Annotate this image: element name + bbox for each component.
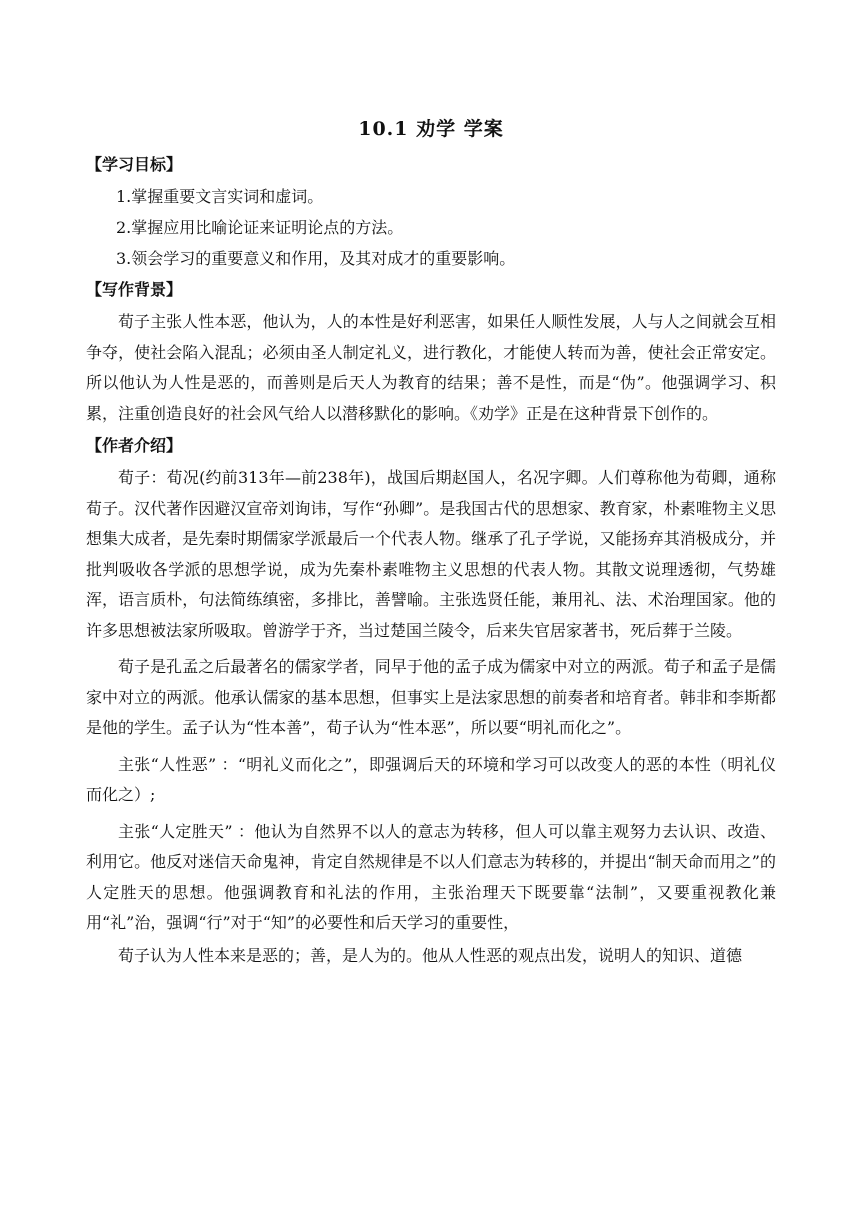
section-heading-author: 【作者介绍】 [86,436,183,455]
document-title: 10.1 劝学 学案 [358,118,504,140]
document-body [86,150,776,973]
goal-item: 3.领会学习的重要意义和作用，及其对成才的重要影响。 [116,249,516,268]
background-paragraph: 荀子主张人性本恶，他认为，人的本性是好利恶害，如果任人顺性发展，人与人之间就会互相争夺，使社会陷入混乱；必须由圣人制定礼义，进行教化，才能使人转而为善，使社会正常安定。所以他认为人性是恶的，而善则是后天人为教育的结果；善不是性，而是“伪”。他强调学习、积累，注重创造良好的社会风气给人以潜移默化的影响。《劝学》正是在这种背景下创作的。 [86,312,776,423]
author-paragraph: 主张“人性恶” ：“明礼义而化之”，即强调后天的环境和学习可以改变人的恶的本性（明礼仪而化之）; [86,754,776,804]
section-heading-background: 【写作背景】 [86,280,183,299]
author-paragraph: 荀子认为人性本来是恶的；善，是人为的。他从人性恶的观点出发，说明人的知识、道德 [118,945,743,965]
author-paragraph: 荀子是孔孟之后最著名的儒家学者，同早于他的孟子成为儒家中对立的两派。荀子和孟子是儒家中对立的两派。他承认儒家的基本思想，但事实上是法家思想的前奏者和培育者。韩非和李斯都是他的学生。孟子认为“性本善”，荀子认为“性本恶”，所以要“明礼而化之”。 [86,657,776,737]
goal-item: 2.掌握应用比喻论证来证明论点的方法。 [116,218,404,237]
document-page [86,0,776,1216]
author-paragraph: 荀子：荀况(约前313年—前238年)，战国后期赵国人，名况字卿。人们尊称他为荀卿，通称荀子。汉代著作因避汉宣帝刘询讳，写作“孙卿”。是我国古代的思想家、教育家，朴素唯物主义思想集大成者，是先秦时期儒家学派最后一个代表人物。继承了孔子学说，又能扬弃其消极成分，并批判吸收各学派的思想学说，成为先秦朴素唯物主义思想的代表人物。其散文说理透彻，气势雄浑，语言质朴，句法简练缜密，多排比，善譬喻。主张选贤任能，兼用礼、法、术治理国家。他的许多思想被法家所吸取。曾游学于齐，当过楚国兰陵令，后来失官居家著书，死后葬于兰陵。 [86,468,776,640]
section-heading-goals: 【学习目标】 [86,155,183,174]
goal-item: 1.掌握重要文言实词和虚词。 [116,187,324,206]
author-paragraph: 主张“人定胜天” ：他认为自然界不以人的意志为转移，但人可以靠主观努力去认识、改造、利用它。他反对迷信天命鬼神，肯定自然规律是不以人们意志为转移的，并提出“制天命而用之”的人定胜天的思想。他强调教育和礼法的作用，主张治理天下既要靠“法制”，又要重视教化兼用“礼”治，强调“行”对于“知”的必要性和后天学习的重要性， [86,821,776,932]
